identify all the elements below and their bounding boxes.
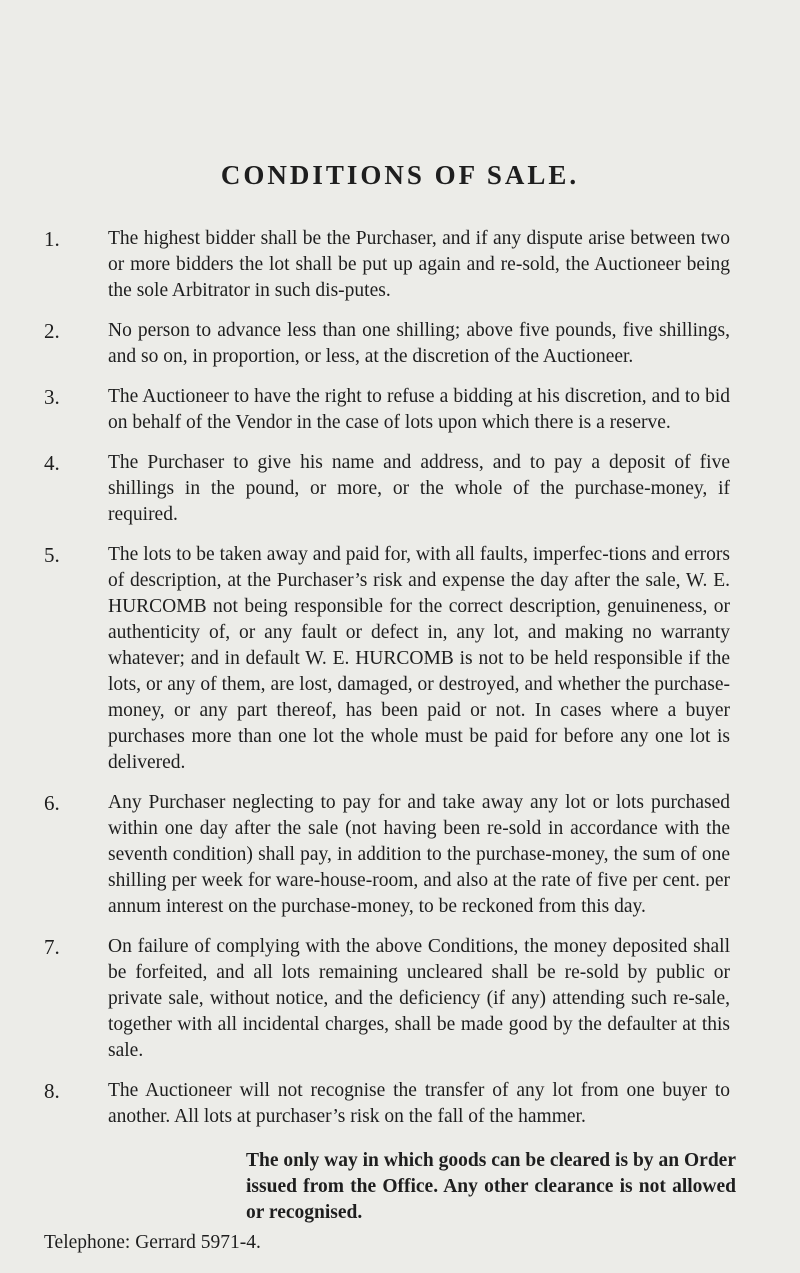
condition-item xyxy=(44,384,730,436)
page-title: CONDITIONS OF SALE. xyxy=(220,160,580,190)
condition-item xyxy=(44,226,730,304)
condition-item xyxy=(44,318,730,370)
telephone-line: Telephone: Gerrard 5971-4. xyxy=(44,1232,261,1253)
condition-item xyxy=(44,934,730,1064)
condition-number: 1. xyxy=(44,227,60,251)
condition-item xyxy=(44,450,730,528)
condition-text: The lots to be taken away and paid for, with all faults, imperfec-tions and errors of description, at the Purchaser’s risk and expense the day after the sale, W. E. HURCOMB not being responsible for the correct description, genuineness, or authenticity of, or any fault or defect in, any lot, and making no warranty whatever; and in default W. E. HURCOMB is not to be held responsible if the lots, or any of them, are lost, damaged, or destroyed, and whether the purchase-money, or any part thereof, has been paid or not. In cases where a buyer purchases more than one lot the whole must be paid for before any one lot is delivered. xyxy=(108,544,730,773)
condition-text: The Auctioneer to have the right to refuse a bidding at his discretion, and to bid on behalf of the Vendor in the case of lots upon which there is a reserve. xyxy=(108,386,730,433)
condition-text: Any Purchaser neglecting to pay for and take away any lot or lots purchased within one day after the sale (not having been re-sold in accordance with the seventh condition) shall pay, in addition to the purchase-money, the sum of one shilling per week for ware-house-room, and also at the rate of five per cent. per annum interest on the purchase-money, to be reckoned from this day. xyxy=(108,792,730,917)
condition-item xyxy=(44,1078,730,1130)
condition-item xyxy=(44,542,730,776)
condition-item xyxy=(44,790,730,920)
condition-text: The Auctioneer will not recognise the transfer of any lot from one buyer to another. All lots at purchaser’s risk on the fall of the hammer. xyxy=(108,1080,730,1127)
clearance-note: The only way in which goods can be cleared is by an Order issued from the Office. Any other clearance is not allowed or recognised. xyxy=(246,1150,736,1223)
condition-number: 8. xyxy=(44,1079,60,1103)
condition-text: On failure of complying with the above Conditions, the money deposited shall be forfeited, and all lots remaining uncleared shall be re-sold by public or private sale, without notice, and the deficiency (if any) attending such re-sale, together with all incidental charges, shall be made good by the defaulter at this sale. xyxy=(108,936,730,1061)
condition-text: No person to advance less than one shilling; above five pounds, five shillings, and so on, in proportion, or less, at the discretion of the Auctioneer. xyxy=(108,320,730,367)
condition-number: 2. xyxy=(44,319,60,343)
condition-number: 3. xyxy=(44,385,60,409)
condition-text: The Purchaser to give his name and address, and to pay a deposit of five shillings in the pound, or more, or the whole of the purchase-money, if required. xyxy=(108,452,730,525)
condition-number: 7. xyxy=(44,935,60,959)
conditions-list xyxy=(44,226,730,1144)
condition-number: 5. xyxy=(44,543,60,567)
condition-number: 4. xyxy=(44,451,60,475)
condition-text: The highest bidder shall be the Purchaser, and if any dispute arise between two or more bidders the lot shall be put up again and re-sold, the Auctioneer being the sole Arbitrator in such dis-putes. xyxy=(108,228,730,301)
condition-number: 6. xyxy=(44,791,60,815)
